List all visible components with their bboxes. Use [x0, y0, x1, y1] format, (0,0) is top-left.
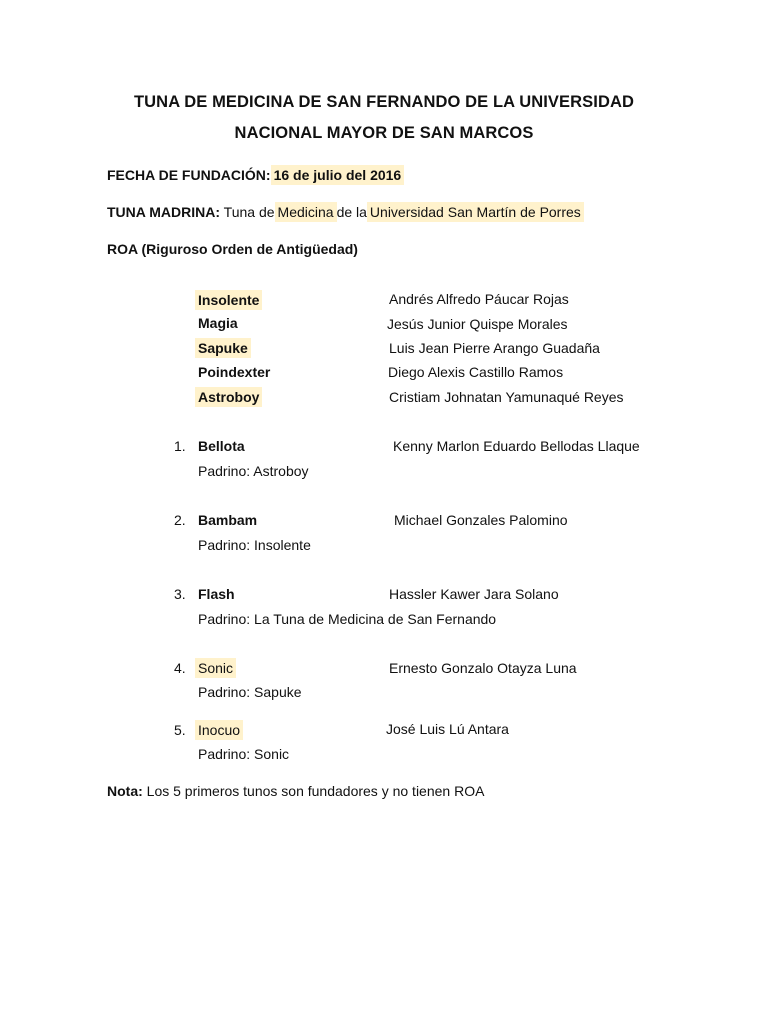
founder-name: Jesús Junior Quispe Morales — [387, 316, 568, 332]
founder-name: Diego Alexis Castillo Ramos — [388, 364, 564, 380]
list-number: 5. — [174, 722, 186, 738]
member-alias: Bellota — [198, 438, 245, 454]
fundacion-date: 16 de julio del 2016 — [271, 165, 405, 185]
list-number: 2. — [174, 512, 186, 528]
member-name: Ernesto Gonzalo Otayza Luna — [389, 660, 577, 676]
member-padrino: Padrino: Insolente — [198, 537, 311, 553]
member-name: Michael Gonzales Palomino — [394, 512, 568, 528]
founder-alias: Insolente — [195, 292, 262, 308]
member-padrino: Padrino: La Tuna de Medicina de San Fernando — [198, 611, 497, 627]
title-line-2: NACIONAL MAYOR DE SAN MARCOS — [234, 124, 534, 142]
member-alias: Inocuo — [195, 722, 243, 738]
member-alias: Flash — [198, 586, 235, 602]
member-name: Hassler Kawer Jara Solano — [389, 586, 559, 602]
member-padrino: Padrino: Astroboy — [198, 463, 309, 479]
list-number: 4. — [174, 660, 186, 676]
founder-alias: Sapuke — [195, 340, 251, 356]
madrina-highlight-1: Medicina — [275, 202, 337, 222]
roa-heading: ROA (Riguroso Orden de Antigüedad) — [107, 241, 358, 257]
member-alias: Bambam — [198, 512, 258, 528]
madrina-text-2: de la — [336, 204, 367, 220]
madrina-label: TUNA MADRINA: — [107, 204, 221, 220]
founder-alias: Astroboy — [195, 389, 262, 405]
nota-label: Nota: — [107, 783, 143, 799]
madrina-text-1: Tuna de — [223, 204, 275, 220]
founder-name: Andrés Alfredo Páucar Rojas — [389, 291, 569, 307]
fundacion-line — [107, 167, 404, 183]
member-padrino: Padrino: Sapuke — [198, 684, 302, 700]
member-name: Kenny Marlon Eduardo Bellodas Llaque — [393, 438, 640, 454]
list-number: 3. — [174, 586, 186, 602]
member-name: José Luis Lú Antara — [386, 721, 509, 737]
member-alias: Sonic — [195, 660, 236, 676]
member-padrino: Padrino: Sonic — [198, 746, 290, 762]
nota-line — [107, 783, 484, 799]
nota-text: Los 5 primeros tunos son fundadores y no tienen ROA — [146, 783, 485, 799]
founder-alias: Magia — [198, 315, 238, 331]
founder-name: Luis Jean Pierre Arango Guadaña — [389, 340, 600, 356]
madrina-line — [107, 204, 584, 220]
madrina-highlight-2: Universidad San Martín de Porres — [367, 202, 584, 222]
title-line-1: TUNA DE MEDICINA DE SAN FERNANDO DE LA UNIVERSIDAD — [133, 93, 635, 111]
fundacion-label: FECHA DE FUNDACIÓN: — [107, 167, 271, 183]
founder-name: Cristiam Johnatan Yamunaqué Reyes — [389, 389, 624, 405]
list-number: 1. — [174, 438, 186, 454]
founder-alias: Poindexter — [198, 364, 271, 380]
